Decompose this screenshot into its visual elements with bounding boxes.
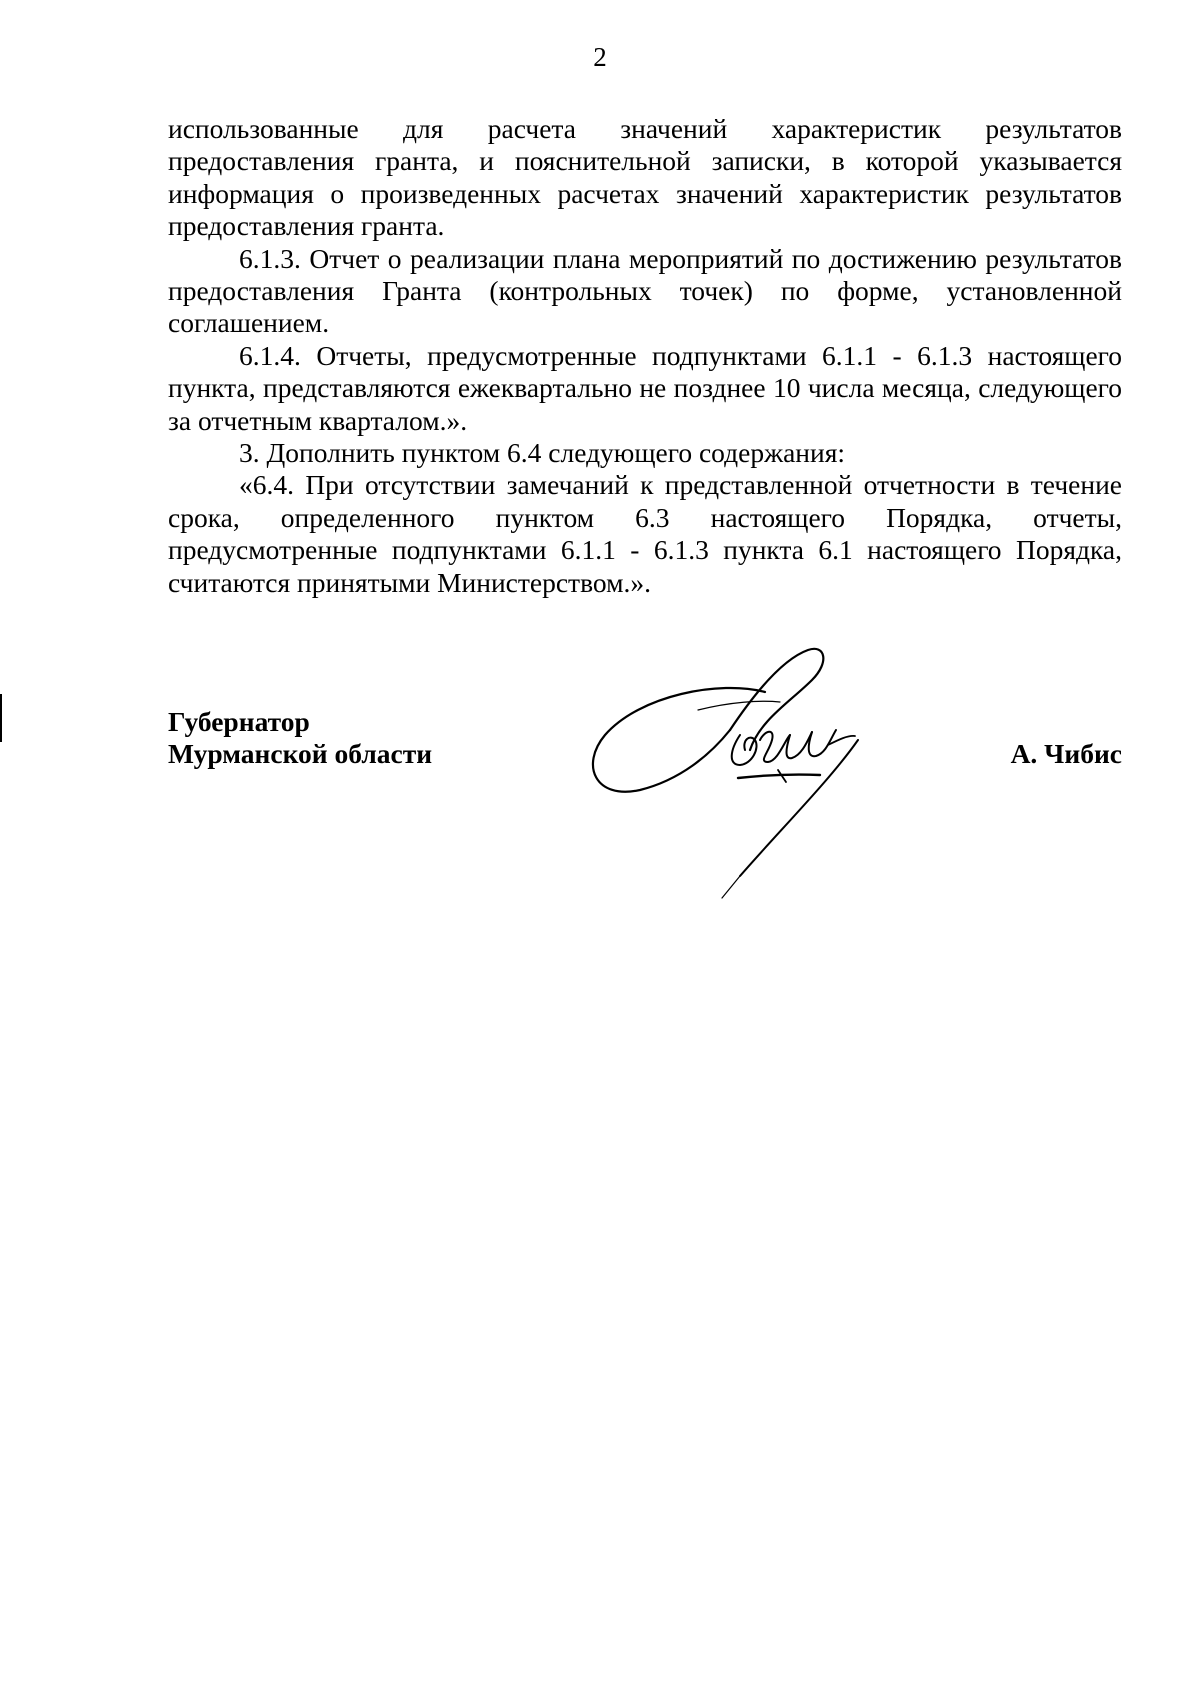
document-body [168, 113, 1122, 599]
signer-position [168, 706, 432, 771]
signer-position-line1: Губернатор [168, 706, 310, 737]
signer-position-line2: Мурманской области [168, 738, 433, 770]
paragraph-continuation: использованные для расчета значений характеристик результатов предоставления гранта, и пояснительной записки, в которой указывается информация о произведенных расчетах значений характеристик результатов предоставления гранта. [168, 113, 1122, 242]
paragraph-6-1-4: 6.1.4. Отчеты, предусмотренные подпунктами 6.1.1 - 6.1.3 настоящего пункта, представляются ежеквартально не позднее 10 числа месяца, следующего за отчетным кварталом.». [168, 339, 1122, 436]
paragraph-amendment-3: 3. Дополнить пунктом 6.4 следующего содержания: [239, 437, 845, 469]
scan-edge-mark [0, 694, 2, 742]
paragraph-6-1-3: 6.1.3. Отчет о реализации плана мероприятий по достижению результатов предоставления Гранта (контрольных точек) по форме, установленной соглашением. [168, 242, 1122, 339]
paragraph-6-4: «6.4. При отсутствии замечаний к представленной отчетности в течение срока, определенного пунктом 6.3 настоящего Порядка, отчеты, предусмотренные подпунктами 6.1.1 - 6.1.3 пункта 6.1 настоящего Порядка, считаются принятыми Министерством.». [168, 469, 1122, 598]
page-number: 2 [593, 42, 607, 72]
signer-name: А. Чибис [1010, 738, 1122, 770]
handwritten-signature [580, 640, 920, 950]
